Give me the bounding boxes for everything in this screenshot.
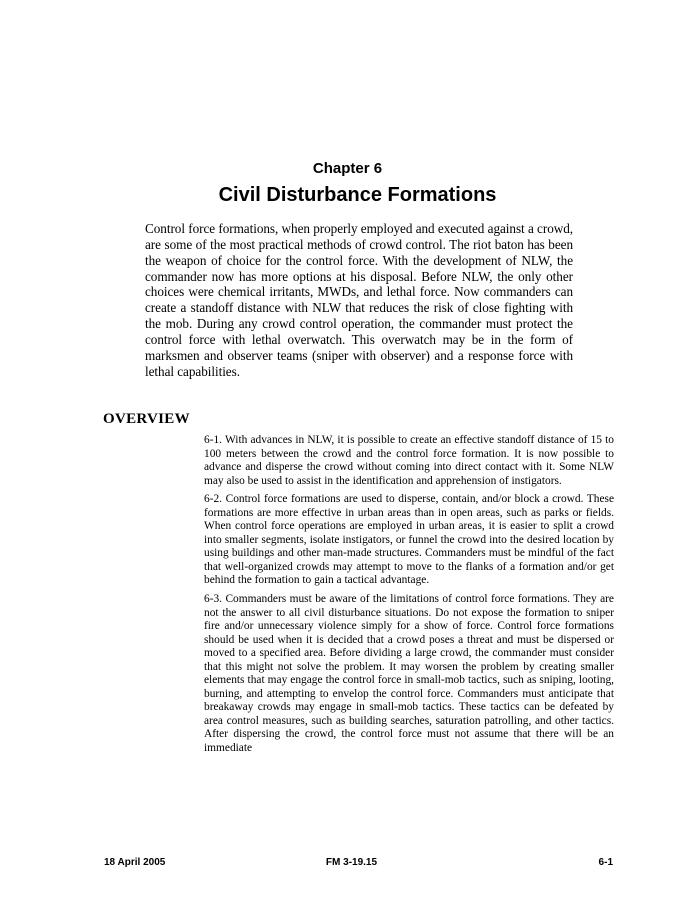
paragraph-6-3: 6-3. Commanders must be aware of the limitations of control force formations. They are not the answer to all civil disturbance situations. Do not expose the formation to sniper fire and/or unnecessary violence simply for a show of force. Control force formations should be used when it is decided that a crowd poses a threat and must be dispersed or moved to a specified area. Before dividing a large crowd, the commander must consider that this might not solve the problem. It may worsen the problem by creating smaller elements that may engage the control force in small-mob tactics, such as sniping, looting, burning, and attempting to envelop the control force. Commanders must anticipate that breakaway crowds may engage in small-mob tactics. These tactics can be defeated by area control measures, such as building searches, saturation patrolling, and other tactics. After dispersing the crowd, the control force must not assume that there will be an immediate [204,593,614,755]
paragraph-6-1: 6-1. With advances in NLW, it is possible to create an effective standoff distance of 15 to 100 meters between the crowd and the control force formation. It is now possible to advance and disperse the crowd without coming into direct contact with it. Some NLW may also be used to assist in the identification and apprehension of instigators. [204,434,614,487]
paragraph-6-2: 6-2. Control force formations are used to disperse, contain, and/or block a crowd. These formations are more effective in urban areas than in open areas, such as parks or fields. When control force operations are employed in urban areas, it is easier to split a crowd into smaller segments, isolate instigators, or funnel the crowd into the desired location by using buildings and other man-made structures. Commanders must be mindful of the fact that well-organized crowds may attempt to move to the flanks of a formation and/or get behind the formation to gain a tactical advantage. [204,493,614,587]
overview-heading: OVERVIEW [103,411,190,427]
overview-body [204,434,614,761]
footer-date: 18 April 2005 [104,857,166,868]
footer-publication: FM 3-19.15 [325,857,378,868]
chapter-title: Civil Disturbance Formations [218,184,497,206]
intro-paragraph: Control force formations, when properly employed and executed against a crowd, are some of the most practical methods of crowd control. The riot baton has been the weapon of choice for the control force. With the development of NLW, the commander now has more options at his disposal. Before NLW, the only other choices were chemical irritants, MWDs, and lethal force. Now commanders can create a standoff distance with NLW that reduces the risk of close fighting with the mob. During any crowd control operation, the commander must protect the control force with lethal overwatch. This overwatch may be in the form of marksmen and observer teams (sniper with observer) and a response force with lethal capabilities. [145,221,573,379]
chapter-label: Chapter 6 [312,160,383,177]
footer-page-number: 6-1 [598,857,613,868]
